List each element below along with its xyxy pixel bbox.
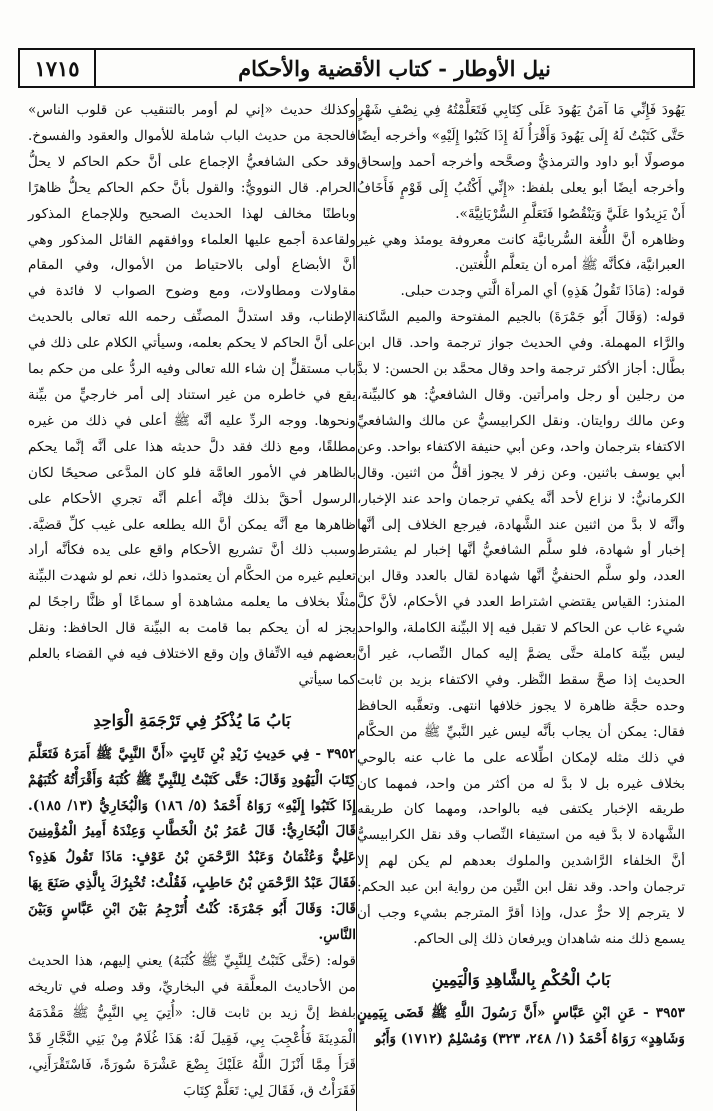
commentary-paragraph: يَهُودَ فَإِنِّي مَا آمَنُ يَهُودَ عَلَى كِتَابِي فَتَعَلَّمْتُهُ فِي نِصْفِ شَهْرٍ حَتَّى كَتَبْتُ لَهُ إِلَى يَهُودَ وَأَقْرَأُ لَهُ إِذَا كَتَبُوا إِلَيْهِ» وأخرجه أيضًا موصولًا أبو داود والترمذيُّ وصحَّحه وأخرجه أحمد وإسحاق وأخرجه أيضًا أبو يعلى بلفظ: «إِنِّي أَكْتُبُ إِلَى قَوْمٍ فَأَخَافُ أَنْ يَزِيدُوا عَلَيَّ وَيَنْقُصُوا فَتَعَلَّمِ السُّرْيَانِيَّةَ». <box>357 102 685 222</box>
left-column <box>357 98 695 1111</box>
hadith-text: ٣٩٥٢ - فِي حَدِيثِ زَيْدِ بْنِ ثَابِتٍ «أَنَّ النَّبِيَّ ﷺ أَمَرَهُ فَتَعَلَّمَ كِتَابَ الْيَهُودِ وَقَالَ: حَتَّى كَتَبْتُ لِلنَّبِيِّ ﷺ كُتُبَهُ وَأَقْرَأْتُهُ كُتُبَهُمْ إِذَا كَتَبُوا إِلَيْهِ» رَوَاهُ أَحْمَدُ (٥/ ١٨٦) وَالْبُخَارِيُّ (١٣/ ١٨٥). قَالَ الْبُخَارِيُّ: قَالَ عُمَرُ بْنُ الْخَطَّابِ وَعِنْدَهُ أَمِيرُ الْمُؤْمِنِينَ عَلِيٌّ وَعُثْمَانُ وَعَبْدُ الرَّحْمَنِ بْنُ عَوْفٍ: مَاذَا تَقُولُ هَذِهِ؟ فَقَالَ عَبْدُ الرَّحْمَنِ بْنُ حَاطِبٍ، فَقُلْتُ: تُخْبِرُكَ بِالَّذِي صَنَعَ بِهَا قَالَ: وَقَالَ أَبُو جَمْرَةَ: كُنْتُ أُتَرْجِمُ بَيْنَ ابْنِ عَبَّاسٍ وَبَيْنَ النَّاسِ. <box>28 745 356 944</box>
chapter-heading: بَابُ مَا يُذْكَرُ فِي تَرْجَمَةِ الْوَاحِدِ <box>93 710 291 730</box>
page-header <box>18 48 695 88</box>
commentary-paragraph: وكذلك حديث «إني لم أومر بالتنقيب عن قلوب الناس» فالحجة من حديث الباب شاملة للأموال والعقود والفسوخ. وقد حكى الشافعيُّ الإجماع على أنَّ حكم الحاكم لا يحلُّ الحرام. قال النوويُّ: والقول بأنَّ حكم الحاكم يحلُّ ظاهرًا وباطنًا مخالف لهذا الحديث الصحيح وللإجماع المذكور ولقاعدة أجمع عليها العلماء ووافقهم القائل المذكور وهي أنَّ الأبضاع أولى بالاحتياط من الأموال، وفي المقام مقاولات ومطاولات، ومع وضوح الصواب لا فائدة في الإطناب، وقد استدلَّ المصنِّف رحمه الله تعالى بالحديث على أنَّ الحاكم لا يحكم بعلمه، وسيأتي الكلام على ذلك في باب مستقلٍّ إن شاء الله تعالى وفيه الردُّ على من حكم بما يقع في خاطره من غير استناد إلى أمر خارجيٍّ من بيِّنة ونحوها. ووجه الردِّ عليه أنَّه ﷺ أعلى في ذلك من غيره مطلقًا، ومع ذلك فقد دلَّ حديثه هذا على أنَّه إنَّما يحكم بالظاهر في الأمور العامَّة فلو كان المدَّعى صحيحًا لكان الرسول أحقَّ بذلك فإنَّه أعلم أنَّه تجري الأحكام على ظاهرها مع أنَّه يمكن أنَّ الله يطلعه على غيب كلِّ قضيَّة. وسبب ذلك أنَّ تشريع الأحكام واقع على يده فكأنَّه أراد تعليم غيره من الحكَّام أن يعتمدوا ذلك، نعم لو شهدت البيِّنة مثلًا بخلاف ما يعلمه مشاهدة أو سماعًا أو ظنًّا راجحًا لم يجز له أن يحكم بما قامت به البيِّنة قال الحافظ: ونقل بعضهم فيه الاتِّفاق وإن وقع الاختلاف فيه في القضاء بالعلم كما سيأتي <box>28 102 356 688</box>
commentary-paragraph: قوله: (حَتَّى كَتَبْتُ لِلنَّبِيِّ ﷺ كُتُبَهُ) يعني إليهم، هذا الحديث من الأحاديث المعلَّقة في البخاريِّ، وقد وصله في تاريخه بلفظ إنَّ زيد بن ثابت قال: «أُتِيَ بِي النَّبِيُّ ﷺ مَقْدَمَهُ الْمَدِينَةَ فَأُعْجِبَ بِي، فَقِيلَ لَهُ: هَذَا غُلَامٌ مِنْ بَنِي النَّجَّارِ قَدْ قَرَأَ مِمَّا أَنْزَلَ اللَّهُ عَلَيْكَ بِضْعَ عَشْرَةَ سُورَةً، فَاسْتَقْرَأَنِي، فَقَرَأْتُ ق، فَقَالَ لِي: تَعَلَّمْ كِتَابَ <box>28 953 356 1099</box>
running-title: نيل الأوطار - كتاب الأقضية والأحكام <box>238 55 551 81</box>
commentary-paragraph: قوله: (وَقَالَ أَبُو جَمْرَةَ) بالجيم المفتوحة والميم السَّاكنة والرَّاء المهملة. وفي الحديث جواز ترجمة واحد. قال ابن بطَّال: أجاز الأكثر ترجمة واحد وقال محمَّد بن الحسن: لا بدَّ من رجلين أو رجل وامرأتين. وقال الشافعيُّ: هو كالبيِّنة، وعن مالك روايتان. ونقل الكرابيسيُّ عن مالك والشافعيِّ الاكتفاء بترجمان واحد، وعن أبي حنيفة الاكتفاء بواحد. وعن أبي يوسف باثنين. وعن زفر لا يجوز أقلُّ من اثنين. وقال الكرمانيُّ: لا نزاع لأحد أنَّه يكفي ترجمان واحد عند الإخبار، وأنَّه لا بدَّ من اثنين عند الشَّهادة، فيرجع الخلاف إلى أنَّها إخبار أو شهادة، فلو سلَّم الشافعيُّ أنَّها إخبار لم يشترط العدد، ولو سلَّم الحنفيُّ أنَّها شهادة لقال بالعدد وقال ابن المنذر: القياس يقتضي اشتراط العدد في الأحكام، لأنَّ كلَّ شيء غاب عن الحاكم لا تقبل فيه إلا البيِّنة الكاملة، والواحد ليس بيِّنة كاملة حتَّى يضمَّ إليه كمال النِّصاب، غير أنَّ الحديث إذا صحَّ سقط النَّظر. وفي الاكتفاء بزيد بن ثابت وحده حجَّة ظاهرة لا يجوز خلافها انتهى. وتعقَّبه الحافظ فقال: يمكن أن يجاب بأنَّه ليس غير النَّبيِّ ﷺ من الحكَّام في ذلك مثله لإمكان اطِّلاعه على ما غاب عنه بالوحي بخلاف غيره بل لا بدَّ له من أكثر من واحد، فمهما كان طريقه الإخبار يكتفى فيه بالواحد، ومهما كان طريقه الشَّهادة لا بدَّ فيه من استيفاء النِّصاب وقد نقل الكرابيسيُّ أنَّ الخلفاء الرَّاشدين والملوك بعدهم لم يكن لهم إلا ترجمان واحد. وقد نقل ابن التِّين من رواية ابن عبد الحكم: لا يترجم إلا حرٌّ عدل، وإذا أقرَّ المترجم بشيء وجب أن يسمع ذلك منه شاهدان ويرفعان ذلك إلى الحاكم. <box>357 309 685 947</box>
commentary-paragraph: وظاهره أنَّ اللُّغة السُّريانيَّة كانت معروفة يومئذ وهي غير العبرانيَّة، فكأنَّه ﷺ أمره أن يتعلَّم اللُّغتين. <box>357 231 685 274</box>
column-divider <box>356 98 357 1111</box>
page-number: ١٧١٥ <box>20 50 96 86</box>
text-columns <box>18 98 695 1111</box>
hadith-text: ٣٩٥٣ - عَنِ ابْنِ عَبَّاسٍ «أَنَّ رَسُولَ اللَّهِ ﷺ قَضَى بِيَمِينٍ وَشَاهِدٍ» رَوَاهُ أَحْمَدُ (١/ ٢٤٨، ٣٢٣) وَمُسْلِمٌ (١٧١٢) وَأَبُو <box>357 1004 685 1047</box>
commentary-paragraph: قوله: (مَاذَا تَقُولُ هَذِهِ) أي المرأة الَّتي وجدت حبلى. <box>400 283 685 300</box>
right-column <box>18 98 356 1111</box>
chapter-heading: بَابُ الْحُكْمِ بِالشَّاهِدِ وَالْيَمِينِ <box>431 969 611 989</box>
